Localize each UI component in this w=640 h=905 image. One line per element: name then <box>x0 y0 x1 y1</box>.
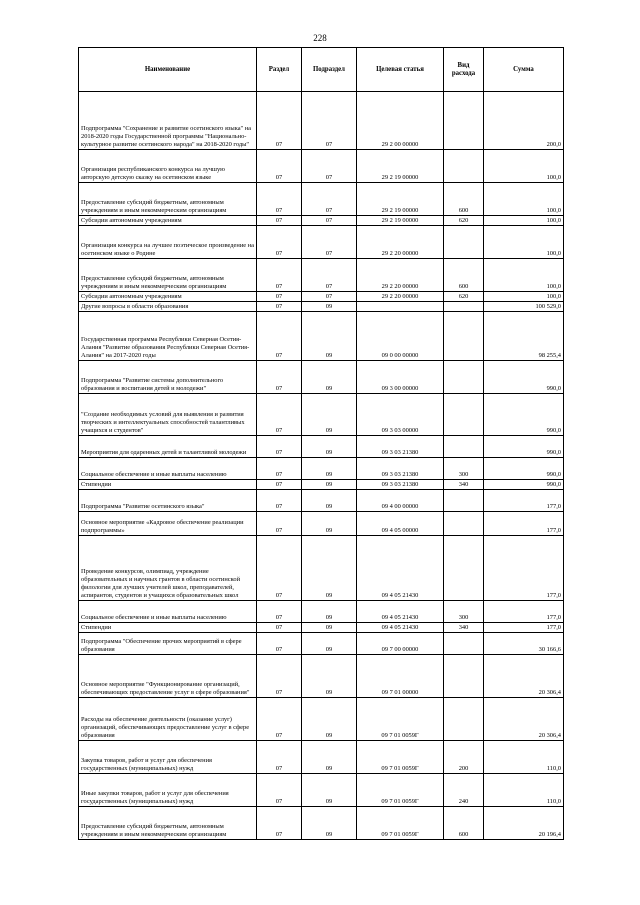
cell-target: 09 7 00 00000 <box>357 633 444 655</box>
cell-subsection: 09 <box>302 436 357 458</box>
table-header-row <box>79 48 564 92</box>
cell-target: 09 4 00 00000 <box>357 490 444 512</box>
cell-subsection: 09 <box>302 807 357 840</box>
cell-name: Подпрограмма "Развитие осетинского языка" <box>79 490 257 512</box>
cell-expense-type <box>444 312 484 361</box>
cell-name: Подпрограмма "Развитие системы дополнительного образования и воспитания детей и молодежи" <box>79 361 257 394</box>
cell-amount: 110,0 <box>484 774 564 807</box>
cell-target: 09 3 03 21380 <box>357 436 444 458</box>
cell-amount: 990,0 <box>484 361 564 394</box>
table-row <box>79 490 564 512</box>
cell-name: Подпрограмма "Обеспечение прочих мероприятий в сфере образования <box>79 633 257 655</box>
cell-expense-type <box>444 436 484 458</box>
cell-section: 07 <box>257 226 302 259</box>
cell-target: 09 4 05 21430 <box>357 601 444 623</box>
cell-name: Иные закупки товаров, работ и услуг для обеспечения государственных (муниципальных) нужд <box>79 774 257 807</box>
cell-expense-type <box>444 536 484 601</box>
cell-amount: 177,0 <box>484 623 564 633</box>
cell-section: 07 <box>257 774 302 807</box>
cell-section: 07 <box>257 312 302 361</box>
cell-amount: 100,0 <box>484 150 564 183</box>
header-name: Наименование <box>79 48 257 92</box>
cell-subsection: 07 <box>302 92 357 150</box>
cell-section: 07 <box>257 216 302 226</box>
cell-subsection: 09 <box>302 312 357 361</box>
table-row <box>79 312 564 361</box>
table-row <box>79 226 564 259</box>
table-row <box>79 183 564 216</box>
cell-name: Закупка товаров, работ и услуг для обеспечения государственных (муниципальных) нужд <box>79 741 257 774</box>
table-row <box>79 741 564 774</box>
cell-expense-type: 200 <box>444 741 484 774</box>
cell-subsection: 09 <box>302 655 357 698</box>
cell-subsection: 07 <box>302 183 357 216</box>
table-row <box>79 601 564 623</box>
cell-amount: 100,0 <box>484 292 564 302</box>
cell-expense-type: 300 <box>444 458 484 480</box>
cell-name: Проведение конкурсов, олимпиад, учреждение образовательных и научных грантов в области осетинской филологии для лучших учителей школ, преподавателей, аспирантов, студентов и учащихся образовательных школ <box>79 536 257 601</box>
cell-amount: 100,0 <box>484 259 564 292</box>
cell-expense-type: 340 <box>444 623 484 633</box>
table-row <box>79 623 564 633</box>
table-row <box>79 394 564 436</box>
table-row <box>79 216 564 226</box>
cell-amount: 990,0 <box>484 394 564 436</box>
cell-subsection: 09 <box>302 698 357 741</box>
table-row <box>79 807 564 840</box>
cell-target: 09 7 01 0059Г <box>357 774 444 807</box>
cell-target: 09 3 03 21380 <box>357 480 444 490</box>
cell-amount: 20 306,4 <box>484 698 564 741</box>
cell-expense-type <box>444 92 484 150</box>
budget-table <box>78 47 564 840</box>
header-expense-type: Вид расхода <box>444 48 484 92</box>
cell-expense-type <box>444 226 484 259</box>
cell-expense-type <box>444 633 484 655</box>
cell-target: 09 7 01 0059Г <box>357 741 444 774</box>
cell-subsection: 07 <box>302 259 357 292</box>
cell-subsection: 09 <box>302 623 357 633</box>
table-row <box>79 92 564 150</box>
cell-subsection: 09 <box>302 302 357 312</box>
cell-amount: 177,0 <box>484 536 564 601</box>
cell-section: 07 <box>257 394 302 436</box>
cell-expense-type <box>444 698 484 741</box>
cell-target: 29 2 19 00000 <box>357 216 444 226</box>
cell-subsection: 09 <box>302 633 357 655</box>
cell-expense-type <box>444 655 484 698</box>
cell-amount: 100,0 <box>484 216 564 226</box>
cell-expense-type <box>444 394 484 436</box>
table-row <box>79 259 564 292</box>
cell-amount: 98 255,4 <box>484 312 564 361</box>
table-row <box>79 302 564 312</box>
cell-name: Подпрограмма "Сохранение и развитие осетинского языка" на 2018-2020 годы Государственной программы "Национально-культурное развитие осетинского народа" на 2018-2020 годы" <box>79 92 257 150</box>
cell-name: Стипендии <box>79 623 257 633</box>
cell-target: 09 4 05 21430 <box>357 623 444 633</box>
header-target: Целевая статья <box>357 48 444 92</box>
cell-subsection: 09 <box>302 394 357 436</box>
header-section: Раздел <box>257 48 302 92</box>
table-row <box>79 458 564 480</box>
cell-amount: 177,0 <box>484 601 564 623</box>
cell-subsection: 09 <box>302 536 357 601</box>
cell-expense-type <box>444 302 484 312</box>
cell-section: 07 <box>257 302 302 312</box>
table-row <box>79 292 564 302</box>
cell-target: 09 7 01 0059Г <box>357 698 444 741</box>
cell-amount: 30 166,6 <box>484 633 564 655</box>
cell-target: 29 2 20 00000 <box>357 259 444 292</box>
cell-name: Социальное обеспечение и иные выплаты населению <box>79 458 257 480</box>
table-row <box>79 512 564 536</box>
table-row <box>79 361 564 394</box>
cell-subsection: 09 <box>302 601 357 623</box>
table-row <box>79 774 564 807</box>
cell-expense-type: 600 <box>444 183 484 216</box>
cell-amount: 200,0 <box>484 92 564 150</box>
cell-section: 07 <box>257 150 302 183</box>
cell-name: Организация конкурса на лучшее поэтическое произведение на осетинском языке о Родине <box>79 226 257 259</box>
cell-target: 29 2 20 00000 <box>357 226 444 259</box>
cell-section: 07 <box>257 698 302 741</box>
cell-expense-type: 340 <box>444 480 484 490</box>
cell-amount: 100,0 <box>484 226 564 259</box>
cell-target: 09 4 05 21430 <box>357 536 444 601</box>
table-row <box>79 436 564 458</box>
cell-section: 07 <box>257 807 302 840</box>
cell-name: Субсидии автономным учреждениям <box>79 292 257 302</box>
cell-section: 07 <box>257 512 302 536</box>
cell-target <box>357 302 444 312</box>
cell-name: "Создание необходимых условий для выявления и развития творческих и интеллектуальных способностей талантливых учащихся и студентов" <box>79 394 257 436</box>
cell-amount: 990,0 <box>484 436 564 458</box>
cell-subsection: 09 <box>302 480 357 490</box>
cell-target: 09 4 05 00000 <box>357 512 444 536</box>
cell-expense-type <box>444 150 484 183</box>
cell-target: 09 7 01 0059Г <box>357 807 444 840</box>
cell-name: Стипендии <box>79 480 257 490</box>
cell-target: 09 3 00 00000 <box>357 361 444 394</box>
cell-subsection: 07 <box>302 292 357 302</box>
cell-target: 09 7 01 00000 <box>357 655 444 698</box>
page-number: 228 <box>313 33 327 43</box>
cell-name: Другие вопросы в области образования <box>79 302 257 312</box>
cell-target: 09 3 03 21380 <box>357 458 444 480</box>
cell-amount: 177,0 <box>484 512 564 536</box>
cell-expense-type: 300 <box>444 601 484 623</box>
cell-expense-type: 620 <box>444 216 484 226</box>
cell-amount: 990,0 <box>484 458 564 480</box>
cell-amount: 20 306,4 <box>484 655 564 698</box>
cell-name: Предоставление субсидий бюджетным, автономным учреждениям и иным некоммерческим организациям <box>79 259 257 292</box>
table-row <box>79 655 564 698</box>
cell-subsection: 09 <box>302 458 357 480</box>
cell-section: 07 <box>257 480 302 490</box>
cell-amount: 110,0 <box>484 741 564 774</box>
table-row <box>79 480 564 490</box>
cell-subsection: 09 <box>302 490 357 512</box>
cell-amount: 100,0 <box>484 183 564 216</box>
cell-name: Предоставление субсидий бюджетным, автономным учреждениям и иным некоммерческим организациям <box>79 183 257 216</box>
cell-section: 07 <box>257 655 302 698</box>
cell-expense-type <box>444 490 484 512</box>
cell-name: Основное мероприятие «Кадровое обеспечение реализации подпрограммы» <box>79 512 257 536</box>
cell-name: Организация республиканского конкурса на лучшую авторскую детскую сказку на осетинском языке <box>79 150 257 183</box>
cell-section: 07 <box>257 436 302 458</box>
cell-expense-type: 620 <box>444 292 484 302</box>
cell-subsection: 09 <box>302 774 357 807</box>
header-subsection: Подраздел <box>302 48 357 92</box>
cell-subsection: 07 <box>302 150 357 183</box>
cell-name: Субсидии автономным учреждениям <box>79 216 257 226</box>
cell-expense-type: 240 <box>444 774 484 807</box>
cell-section: 07 <box>257 741 302 774</box>
cell-amount: 20 196,4 <box>484 807 564 840</box>
cell-target: 29 2 19 00000 <box>357 183 444 216</box>
cell-section: 07 <box>257 92 302 150</box>
cell-target: 09 0 00 00000 <box>357 312 444 361</box>
cell-target: 29 2 19 00000 <box>357 150 444 183</box>
cell-section: 07 <box>257 292 302 302</box>
table-row <box>79 536 564 601</box>
cell-expense-type <box>444 512 484 536</box>
cell-subsection: 09 <box>302 361 357 394</box>
cell-section: 07 <box>257 490 302 512</box>
cell-expense-type <box>444 361 484 394</box>
cell-name: Социальное обеспечение и иные выплаты населению <box>79 601 257 623</box>
cell-section: 07 <box>257 458 302 480</box>
cell-subsection: 07 <box>302 226 357 259</box>
cell-name: Расходы на обеспечение деятельности (оказание услуг) организаций, обеспечивающих предоставление услуг в сфере образования <box>79 698 257 741</box>
cell-section: 07 <box>257 633 302 655</box>
cell-section: 07 <box>257 183 302 216</box>
cell-subsection: 09 <box>302 512 357 536</box>
cell-subsection: 09 <box>302 741 357 774</box>
cell-expense-type: 600 <box>444 807 484 840</box>
cell-subsection: 07 <box>302 216 357 226</box>
cell-section: 07 <box>257 623 302 633</box>
cell-section: 07 <box>257 536 302 601</box>
cell-amount: 990,0 <box>484 480 564 490</box>
cell-amount: 100 529,0 <box>484 302 564 312</box>
cell-name: Мероприятия для одаренных детей и талантливой молодежи <box>79 436 257 458</box>
table-row <box>79 698 564 741</box>
cell-section: 07 <box>257 601 302 623</box>
cell-name: Предоставление субсидий бюджетным, автономным учреждениям и иным некоммерческим организациям <box>79 807 257 840</box>
cell-name: Основное мероприятие "Функционирование организаций, обеспечивающих предоставление услуг в сфере образования" <box>79 655 257 698</box>
cell-amount: 177,0 <box>484 490 564 512</box>
header-amount: Сумма <box>484 48 564 92</box>
cell-section: 07 <box>257 259 302 292</box>
cell-target: 09 3 03 00000 <box>357 394 444 436</box>
cell-expense-type: 600 <box>444 259 484 292</box>
cell-section: 07 <box>257 361 302 394</box>
cell-target: 29 2 20 00000 <box>357 292 444 302</box>
cell-name: Государственная программа Республики Северная Осетия-Алания "Развитие образования Республики Северная Осетия-Алания" на 2017-2020 годы <box>79 312 257 361</box>
cell-target: 29 2 00 00000 <box>357 92 444 150</box>
table-row <box>79 150 564 183</box>
table-row <box>79 633 564 655</box>
